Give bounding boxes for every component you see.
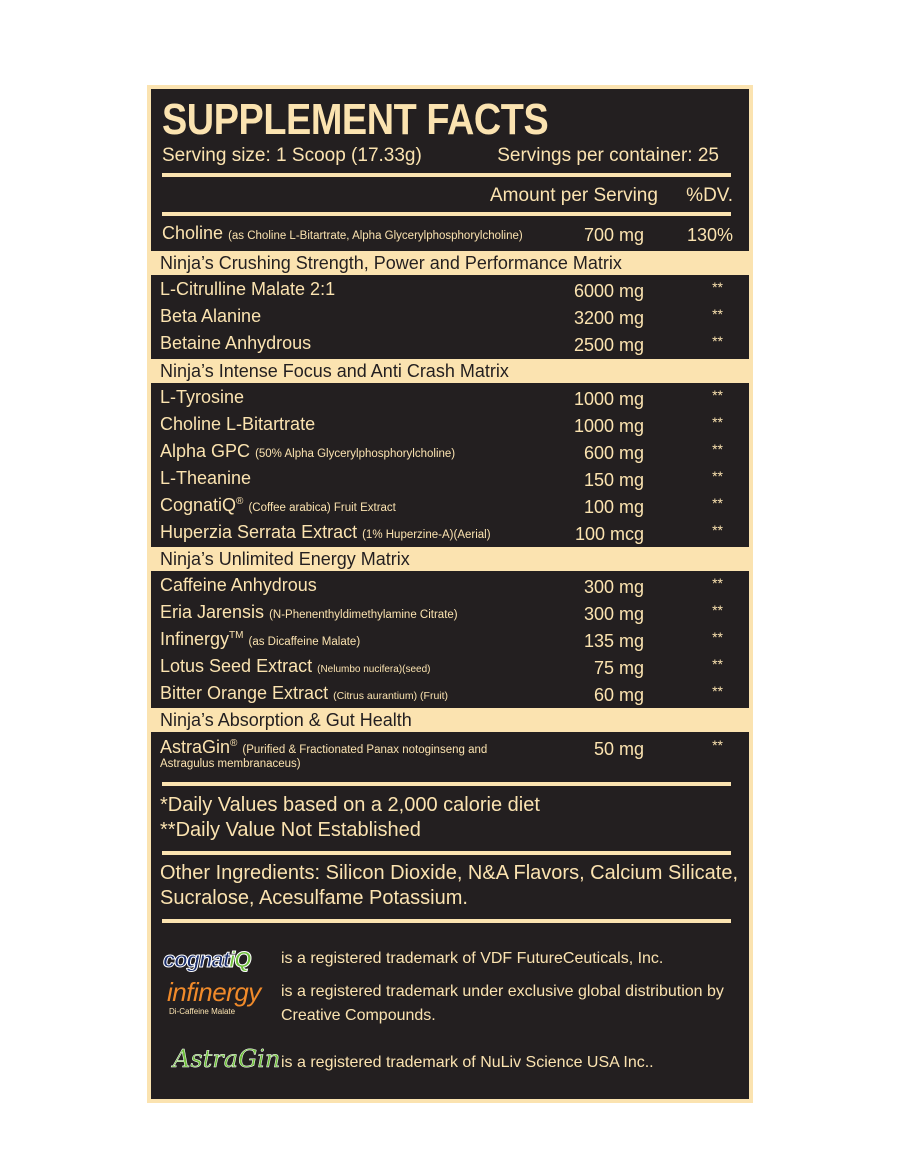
nutrient-row-betaine [151, 330, 749, 357]
section-header-energy [147, 547, 753, 571]
infinergy-trademark-text-2: Creative Compounds. [281, 1007, 436, 1024]
nutrient-row-caffeine [151, 572, 749, 599]
nutrient-name: Betaine Anhydrous [160, 333, 312, 353]
nutrient-row-infinergy [151, 626, 749, 653]
nutrient-name: CognatiQ [160, 495, 237, 515]
nutrient-dv: ** [712, 441, 723, 457]
nutrient-dv: ** [712, 737, 723, 753]
nutrient-row-choline-bitartrate [151, 411, 749, 438]
footnote-not-established: **Daily Value Not Established [160, 819, 421, 841]
nutrient-name: Beta Alanine [160, 306, 262, 326]
nutrient-name: Eria Jarensis [160, 602, 265, 622]
nutrient-row-astragin [151, 734, 749, 780]
cognatiq-logo [163, 947, 250, 973]
nutrient-amount: 1000 mg [573, 389, 644, 409]
dv-header: %DV. [686, 185, 733, 206]
nutrient-amount: 3200 mg [573, 308, 644, 328]
nutrient-row-lotus [151, 653, 749, 680]
nutrient-dv: 130% [686, 225, 733, 245]
nutrient-detail: (Coffee arabica) Fruit Extract [248, 502, 396, 514]
nutrient-amount: 135 mg [583, 631, 644, 651]
nutrient-amount: 150 mg [583, 470, 644, 490]
nutrient-row-theanine [151, 465, 749, 492]
nutrient-name: Choline L-Bitartrate [160, 414, 316, 434]
other-ingredients-line-1: Other Ingredients: Silicon Dioxide, N&A Flavors, Calcium Silicate, [160, 862, 739, 884]
nutrient-row-alpha-gpc [151, 438, 749, 465]
section-title: Ninja’s Intense Focus and Anti Crash Matrix [160, 361, 509, 381]
nutrient-detail: (N-Phenenthyldimethylamine Citrate) [269, 609, 458, 621]
nutrient-amount: 100 mg [583, 497, 644, 517]
nutrient-name: L-Citrulline Malate 2:1 [160, 279, 336, 299]
nutrient-name: Choline [162, 223, 224, 243]
nutrient-row-tyrosine [151, 384, 749, 411]
nutrient-row-bitter-orange [151, 680, 749, 707]
nutrient-dv: ** [712, 279, 723, 295]
cognatiq-logo-iq: iQ [229, 947, 251, 972]
nutrient-dv: ** [712, 333, 723, 349]
nutrient-detail: (Citrus aurantium) (Fruit) [333, 690, 449, 702]
nutrient-amount: 700 mg [583, 225, 644, 245]
nutrient-detail: (Nelumbo nucifera)(seed) [317, 664, 431, 675]
nutrient-detail: (as Dicaffeine Malate) [248, 636, 361, 648]
nutrient-name: Infinergy [160, 629, 230, 649]
nutrient-detail: (Purified & Fractionated Panax notoginseng and [242, 744, 488, 756]
serving-size: Serving size: 1 Scoop (17.33g) [162, 145, 422, 166]
nutrient-amount: 50 mg [593, 739, 644, 759]
nutrient-dv: ** [712, 602, 723, 618]
nutrient-dv: ** [712, 629, 723, 645]
nutrient-dv: ** [712, 683, 723, 699]
nutrient-detail: (as Choline L-Bitartrate, Alpha Glycerylphosphorylcholine) [228, 230, 523, 242]
infinergy-logo-subtitle: Di-Caffeine Malate [169, 1007, 236, 1016]
nutrient-amount: 300 mg [583, 577, 644, 597]
nutrient-dv: ** [712, 306, 723, 322]
nutrient-dv: ** [712, 414, 723, 430]
nutrient-dv: ** [712, 575, 723, 591]
nutrient-dv: ** [712, 387, 723, 403]
nutrient-amount: 600 mg [583, 443, 644, 463]
nutrient-row-huperzia [151, 519, 749, 546]
nutrient-amount: 1000 mg [573, 416, 644, 436]
nutrient-name: L-Theanine [160, 468, 252, 488]
nutrient-dv: ** [712, 468, 723, 484]
nutrient-name: AstraGin [160, 737, 231, 757]
nutrient-amount: 100 mcg [574, 524, 644, 544]
cognatiq-logo-text: cognat [163, 947, 230, 972]
nutrient-row-citrulline [151, 276, 749, 303]
nutrient-row-choline [151, 220, 749, 247]
nutrient-detail-continued: Astragulus membranaceus) [160, 758, 301, 770]
nutrient-amount: 2500 mg [573, 335, 644, 355]
footnote-daily-values: *Daily Values based on a 2,000 calorie diet [160, 794, 540, 816]
nutrient-dv: ** [712, 522, 723, 538]
nutrient-name: Bitter Orange Extract [160, 683, 329, 703]
astragin-logo: AstraGin [173, 1045, 281, 1073]
nutrient-amount: 75 mg [593, 658, 644, 678]
registered-mark: ® [230, 738, 238, 749]
nutrient-name: Alpha GPC [160, 441, 251, 461]
panel-title: SUPPLEMENT FACTS [162, 95, 549, 144]
astragin-trademark-text: is a registered trademark of NuLiv Science USA Inc.. [281, 1054, 654, 1071]
supplement-facts-body [151, 89, 749, 1099]
nutrient-row-eria [151, 599, 749, 626]
nutrient-name: Caffeine Anhydrous [160, 575, 317, 595]
nutrient-name: Huperzia Serrata Extract [160, 522, 358, 542]
divider-rule [162, 919, 731, 923]
infinergy-logo: infinergy [167, 977, 261, 1007]
other-ingredients-line-2: Sucralose, Acesulfame Potassium. [160, 887, 468, 909]
nutrient-row-beta-alanine [151, 303, 749, 330]
nutrient-amount: 6000 mg [573, 281, 644, 301]
amount-header: Amount per Serving [490, 185, 658, 206]
section-header-strength [147, 251, 753, 275]
section-header-absorption [147, 708, 753, 732]
section-title: Ninja’s Unlimited Energy Matrix [160, 549, 410, 569]
section-title: Ninja’s Crushing Strength, Power and Performance Matrix [160, 253, 622, 273]
cognatiq-trademark-text: is a registered trademark of VDF FutureCeuticals, Inc. [281, 950, 664, 967]
servings-per-container: Servings per container: 25 [497, 145, 719, 166]
nutrient-amount: 60 mg [593, 685, 644, 705]
nutrient-name: Lotus Seed Extract [160, 656, 313, 676]
nutrient-row-cognatiq [151, 492, 749, 519]
divider-rule [162, 851, 731, 855]
section-title: Ninja’s Absorption & Gut Health [160, 710, 412, 730]
nutrient-name: L-Tyrosine [160, 387, 245, 407]
divider-rule [162, 173, 731, 177]
nutrient-detail: (1% Huperzine-A)(Aerial) [362, 529, 491, 541]
registered-mark: ® [236, 496, 244, 507]
section-header-focus [147, 359, 753, 383]
trademark-mark: TM [229, 630, 244, 641]
nutrient-dv: ** [712, 656, 723, 672]
nutrient-amount: 300 mg [583, 604, 644, 624]
divider-rule [162, 782, 731, 786]
nutrient-dv: ** [712, 495, 723, 511]
infinergy-trademark-text-1: is a registered trademark under exclusive global distribution by [281, 983, 724, 1000]
divider-rule [162, 212, 731, 216]
nutrient-detail: (50% Alpha Glycerylphosphorylcholine) [255, 448, 456, 460]
supplement-facts-panel [147, 85, 753, 1103]
